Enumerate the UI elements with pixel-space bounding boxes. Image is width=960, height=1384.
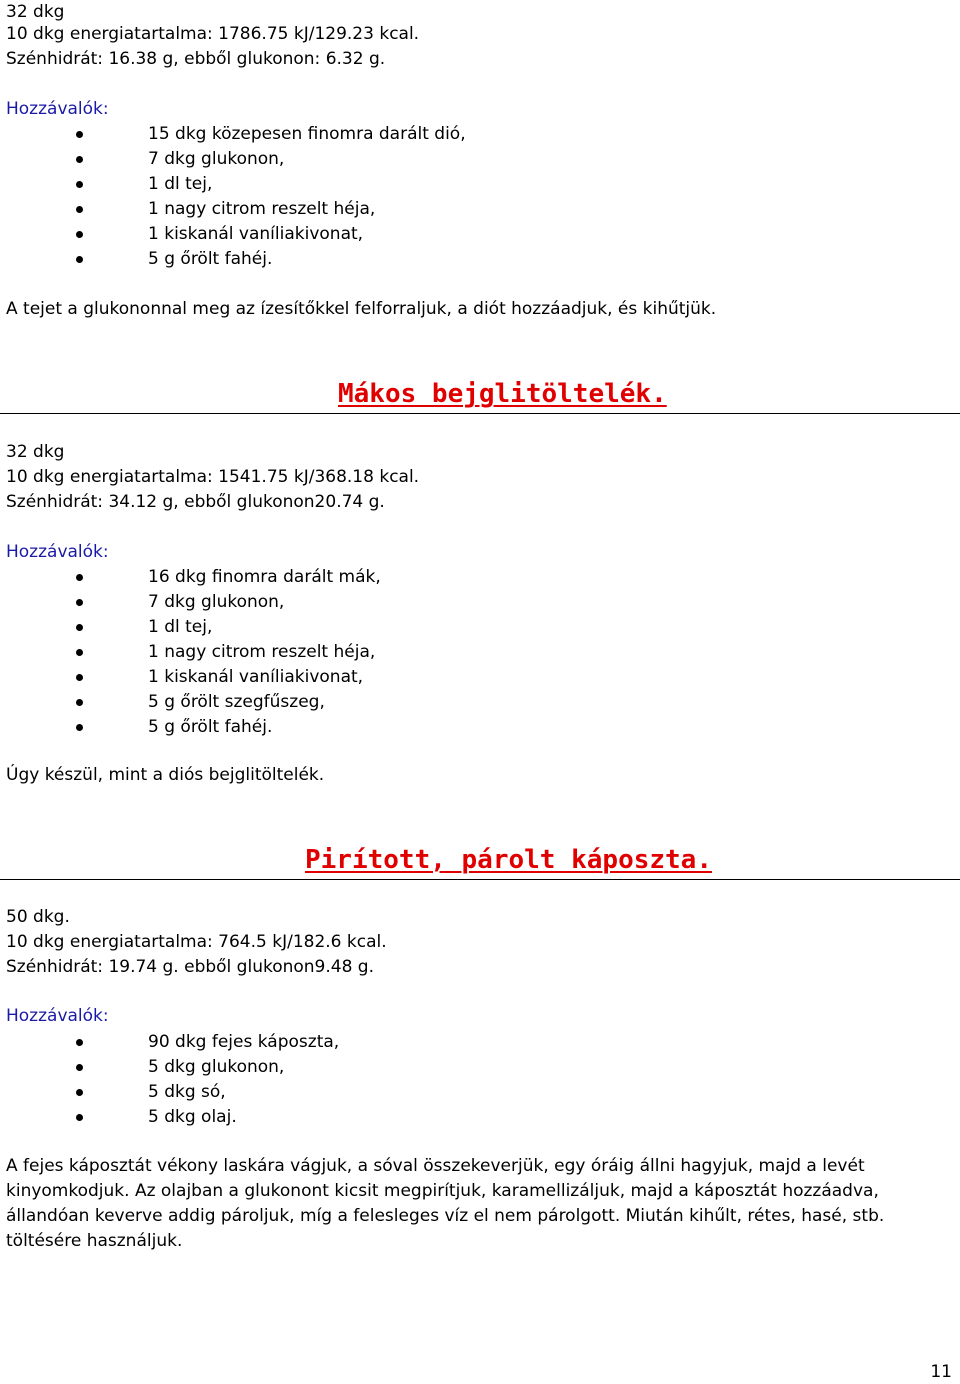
ingredients-label: Hozzávalók:: [6, 542, 109, 562]
page-number: 11: [930, 1362, 952, 1382]
energy-text: 10 dkg energiatartalma: 1541.75 kJ/368.18 kcal.: [6, 467, 420, 487]
bullet-icon: [76, 256, 83, 263]
document-page: 32 dkg 10 dkg energiatartalma: 1786.75 kJ/129.23 kcal. Szénhidrát: 16.38 g, ebből glukonon: 6.32 g. Hozzávalók: 15 dkg közepesen finomra darált dió, 7 dkg glukonon, 1 dl tej, 1 nagy citrom reszelt héja, 1 kiskanál vaníliakivonat, 5 g őrölt fahéj. A tejet a glukononnal meg az ízesítőkkel felforraljuk, a diót hozzáadjuk, és kihűtjük. Mákos bejglitöltelék. 32 dkg 10 dkg energiatartalma: 1541.75 kJ/368.18 kcal. Szénhidrát: 34.12 g, ebből glukonon20.74 g. Hozzávalók: 16 dkg finomra darált mák, 7 dkg glukonon, 1 dl tej, 1 nagy citrom reszelt héja, 1 kiskanál vaníliakivonat, 5 g őrölt szegfűszeg, 5 g őrölt fahéj. Úgy készül, mint a diós bejglitöltelék. Pirított, párolt káposzta. 50 dkg. 10 dkg energiatartalma: 764.5 kJ/182.6 kcal. Szénhidrát: 19.74 g. ebből glukonon9.48 g. Hozzávalók: 90 dkg fejes káposzta, 5 dkg glukonon, 5 dkg só, 5 dkg olaj. A fejes káposztát vékony laskára vágjuk, a sóval összekeverjük, egy óráig állni hagyjuk, majd a levét kinyomkodjuk. Az olajban a glukonont kicsit megpirítjuk, karamellizáljuk, majd a káposztát hozzáadva, állandóan keverve addig pároljuk, míg a felesleges víz el nem párolgott. Miután kihűlt, rétes, hasé, stb. töltésére használjuk. 11: [0, 0, 960, 1384]
bullet-icon: [76, 1039, 83, 1046]
instructions-text: A tejet a glukononnal meg az ízesítőkkel felforraljuk, a diót hozzáadjuk, és kihűtjük.: [6, 299, 717, 319]
carbs-text: Szénhidrát: 19.74 g. ebből glukonon9.48 g.: [6, 957, 375, 977]
energy-text: 10 dkg energiatartalma: 764.5 kJ/182.6 kcal.: [6, 932, 387, 952]
bullet-icon: [76, 156, 83, 163]
ingredients-label: Hozzávalók:: [6, 99, 109, 119]
bullet-icon: [76, 206, 83, 213]
section-heading: [0, 845, 960, 880]
bullet-icon: [76, 1114, 83, 1121]
energy-text: 10 dkg energiatartalma: 1786.75 kJ/129.23 kcal.: [6, 24, 420, 44]
bullet-icon: [76, 181, 83, 188]
bullet-icon: [76, 599, 83, 606]
bullet-icon: [76, 231, 83, 238]
carbs-text: Szénhidrát: 34.12 g, ebből glukonon20.74 g.: [6, 492, 385, 512]
instructions-text: A fejes káposztát vékony laskára vágjuk, a sóval összekeverjük, egy óráig állni hagyjuk, majd a levét kinyomkodjuk. Az olajban a glukonont kicsit megpirítjuk, karamellizáljuk, majd a káposztát hozzáadva, állandóan keverve addig pároljuk, míg a felesleges víz el nem párolgott. Miután kihűlt, rétes, hasé, stb. töltésére használjuk.: [6, 1156, 885, 1251]
carbs-text: Szénhidrát: 16.38 g, ebből glukonon: 6.32 g.: [6, 49, 386, 69]
section-title: Pirított, párolt káposzta.: [305, 845, 712, 875]
ingredients-label: Hozzávalók:: [6, 1006, 109, 1026]
weight-text: 32 dkg: [6, 2, 65, 22]
bullet-icon: [76, 724, 83, 731]
weight-text: 32 dkg: [6, 442, 65, 462]
instructions-text: Úgy készül, mint a diós bejglitöltelék.: [6, 765, 325, 785]
bullet-icon: [76, 624, 83, 631]
bullet-icon: [76, 131, 83, 138]
bullet-icon: [76, 674, 83, 681]
bullet-icon: [76, 1089, 83, 1096]
bullet-icon: [76, 699, 83, 706]
section-heading: [0, 379, 960, 414]
section-title: Mákos bejglitöltelék.: [338, 379, 667, 409]
bullet-icon: [76, 1064, 83, 1071]
weight-text: 50 dkg.: [6, 907, 70, 927]
bullet-icon: [76, 574, 83, 581]
bullet-icon: [76, 649, 83, 656]
